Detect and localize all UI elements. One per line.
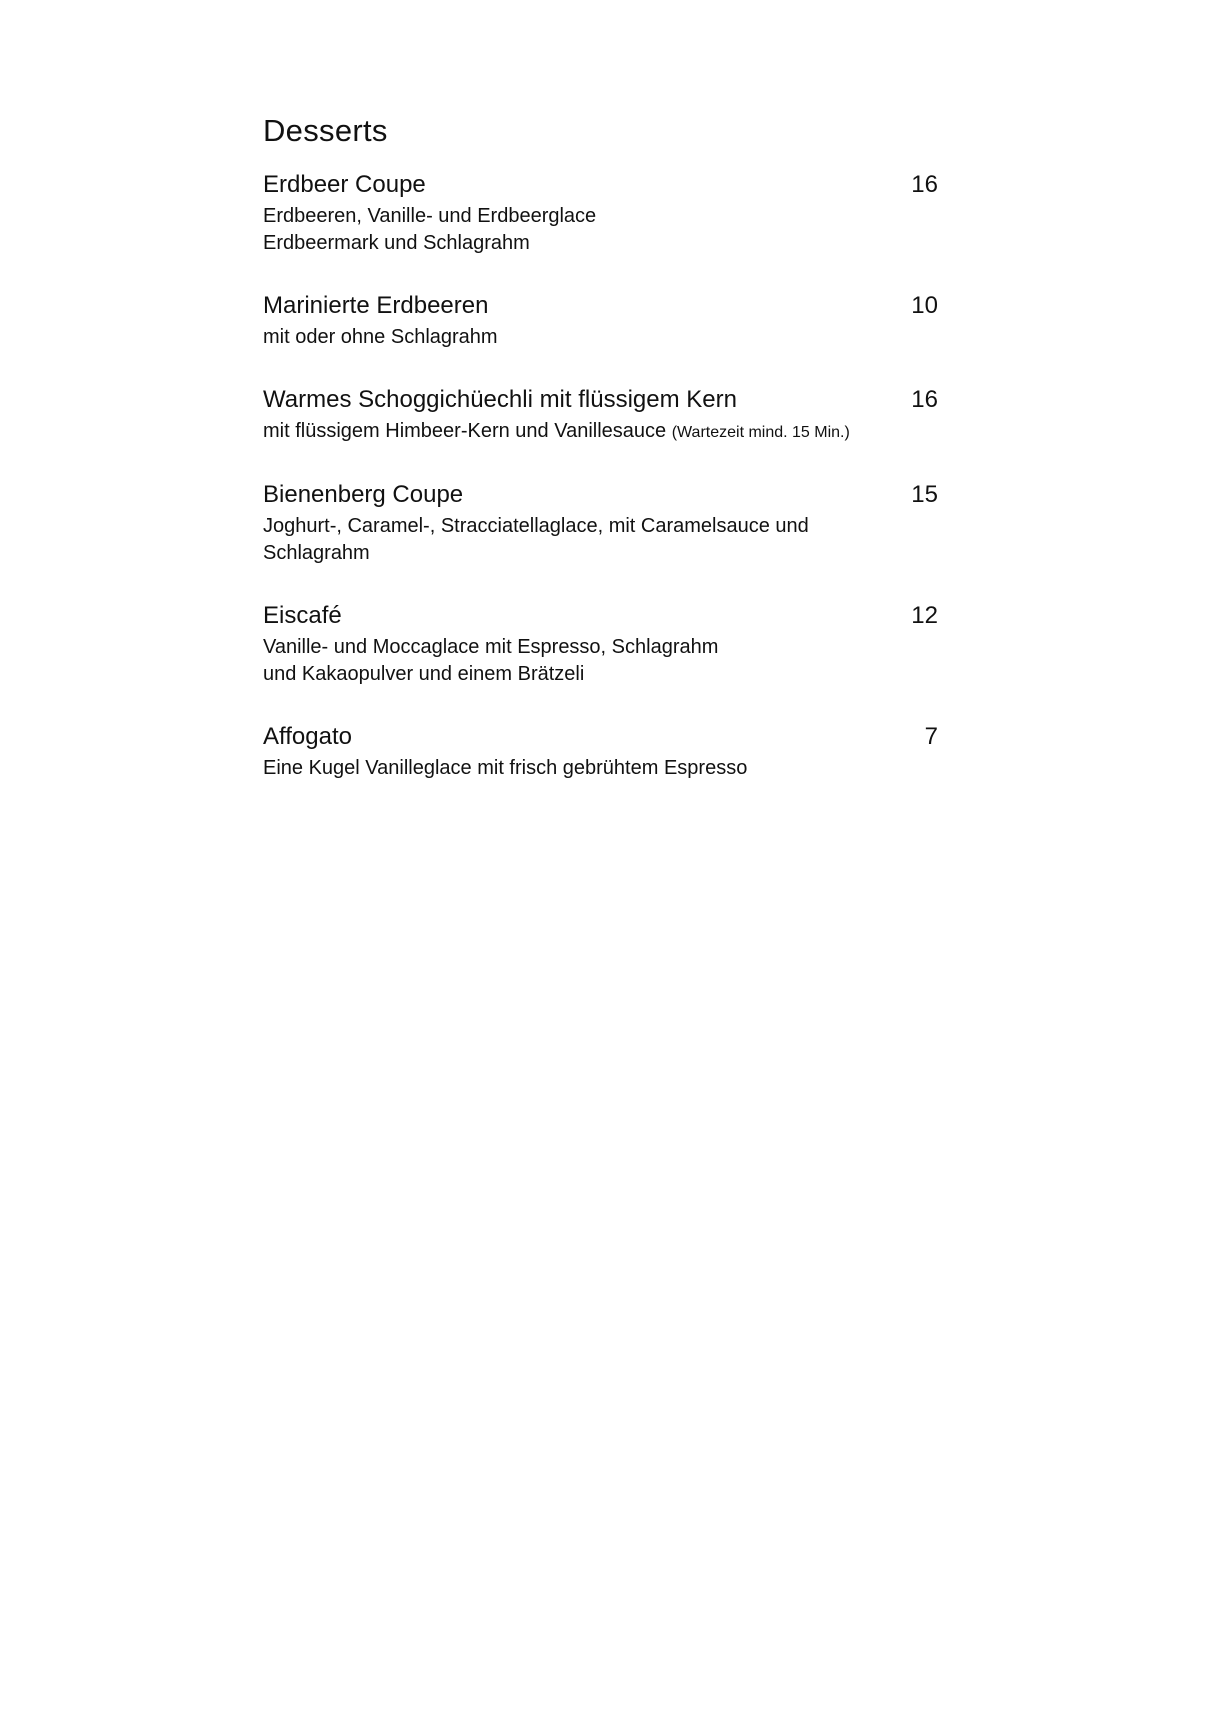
item-description bbox=[263, 755, 938, 782]
description-line: Erdbeermark und Schlagrahm bbox=[263, 232, 530, 255]
menu-item bbox=[263, 384, 938, 446]
description-line: Erdbeeren, Vanille- und Erdbeerglace bbox=[263, 205, 597, 228]
description-line: Joghurt-, Caramel-, Stracciatellaglace, mit Caramelsauce und bbox=[263, 515, 809, 538]
item-description bbox=[263, 513, 938, 567]
item-description bbox=[263, 418, 938, 446]
item-header bbox=[263, 384, 938, 415]
item-name: Erdbeer Coupe bbox=[263, 171, 426, 199]
description-line: mit oder ohne Schlagrahm bbox=[263, 326, 498, 349]
description-line: Schlagrahm bbox=[263, 542, 370, 565]
description-line: Vanille- und Moccaglace mit Espresso, Schlagrahm bbox=[263, 636, 719, 659]
menu-item bbox=[263, 169, 938, 257]
item-price: 15 bbox=[911, 481, 938, 509]
page-title: Desserts bbox=[263, 113, 388, 148]
item-price: 10 bbox=[911, 292, 938, 320]
description-line bbox=[263, 418, 938, 446]
menu-page bbox=[263, 112, 938, 815]
menu-item bbox=[263, 290, 938, 351]
menu-item bbox=[263, 721, 938, 782]
item-header bbox=[263, 290, 938, 321]
waiting-time-note: (Wartezeit mind. 15 Min.) bbox=[671, 424, 850, 442]
item-description bbox=[263, 203, 938, 257]
item-description bbox=[263, 324, 938, 351]
item-header bbox=[263, 479, 938, 510]
item-price: 16 bbox=[911, 386, 938, 414]
item-price: 16 bbox=[911, 171, 938, 199]
item-name: Affogato bbox=[263, 723, 352, 751]
item-name: Marinierte Erdbeeren bbox=[263, 292, 489, 320]
item-header bbox=[263, 600, 938, 631]
item-name: Bienenberg Coupe bbox=[263, 481, 464, 509]
description-line: und Kakaopulver und einem Brätzeli bbox=[263, 663, 585, 686]
item-name: Eiscafé bbox=[263, 602, 342, 630]
menu-item bbox=[263, 479, 938, 567]
menu-item bbox=[263, 600, 938, 688]
item-header bbox=[263, 169, 938, 200]
item-header bbox=[263, 721, 938, 752]
item-name: Warmes Schoggichüechli mit flüssigem Kern bbox=[263, 386, 737, 414]
item-description bbox=[263, 634, 938, 688]
item-price: 12 bbox=[911, 602, 938, 630]
item-price: 7 bbox=[924, 723, 938, 751]
description-text: mit flüssigem Himbeer-Kern und Vanillesauce bbox=[263, 420, 667, 443]
description-line: Eine Kugel Vanilleglace mit frisch gebrühtem Espresso bbox=[263, 757, 748, 780]
